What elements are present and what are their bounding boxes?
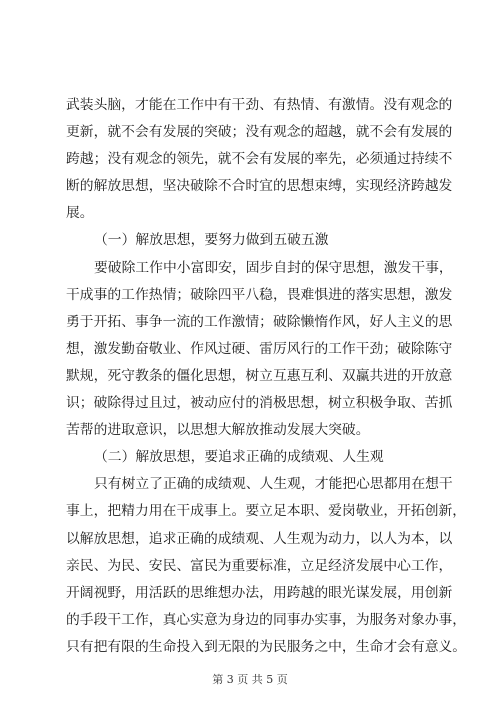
paragraph-line: 想，激发勤奋敬业、作风过硬、雷厉风行的工作干劲；破除陈守 [66, 340, 453, 357]
paragraph-line: 亲民、为民、安民、富民为重要标准，立足经济发展中心工作， [66, 557, 453, 574]
paragraph-line: 只有把有限的生命投入到无限的为民服务之中，生命才会有意义。 [66, 638, 467, 655]
paragraph-line: 只有树立了正确的成绩观、人生观，才能把心思都用在想干 [94, 476, 453, 493]
page-number-footer: 第 3 页 共 5 页 [212, 673, 288, 686]
section-heading: （二）解放思想，要追求正确的成绩观、人生观 [94, 449, 384, 466]
paragraph-line: 默规，死守教条的僵化思想，树立互惠互利、双赢共进的开放意 [66, 367, 453, 384]
paragraph-line: 事上，把精力用在干成事上。要立足本职、爱岗敬业，开拓创新， [66, 503, 467, 520]
paragraph-line: 展。 [66, 205, 94, 222]
paragraph-line: 识；破除得过且过，被动应付的消极思想，树立积极争取、苦抓 [66, 395, 453, 412]
paragraph-line: 武装头脑，才能在工作中有干劲、有热情、有激情。没有观念的 [66, 97, 453, 113]
document-body [66, 92, 467, 661]
paragraph-line: 更新，就不会有发展的突破；没有观念的超越，就不会有发展的 [66, 124, 453, 141]
section-heading: （一）解放思想，要努力做到五破五激 [94, 232, 329, 249]
paragraph-line: 勇于开拓、事争一流的工作激情；破除懒惰作风，好人主义的思 [66, 313, 453, 330]
paragraph-line: 要破除工作中小富即安，固步自封的保守思想，激发干事， [94, 259, 453, 276]
paragraph-line: 以解放思想，追求正确的成绩观、人生观为动力，以人为本，以 [66, 530, 453, 547]
paragraph-line: 苦帮的进取意识，以思想大解放推动发展大突破。 [66, 422, 370, 439]
paragraph-line: 的手段干工作，真心实意为身边的同事办实事，为服务对象办事， [66, 611, 467, 628]
paragraph-line: 跨越；没有观念的领先，就不会有发展的率先，必须通过持续不 [66, 151, 453, 168]
paragraph-line: 断的解放思想，坚决破除不合时宜的思想束缚，实现经济跨越发 [66, 178, 453, 195]
paragraph-line: 干成事的工作热情；破除四平八稳，畏难惧进的落实思想，激发 [66, 286, 453, 303]
paragraph-line: 开阔视野，用活跃的思维想办法，用跨越的眼光谋发展，用创新 [66, 584, 453, 601]
